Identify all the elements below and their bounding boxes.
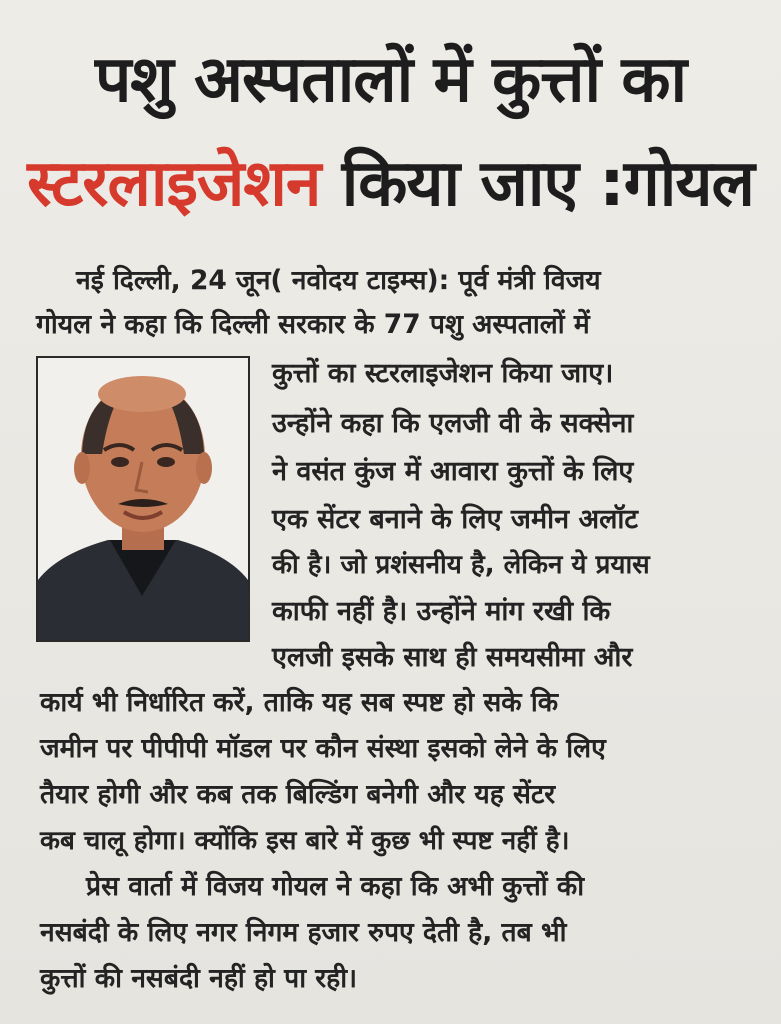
article-line: ने वसंत कुंज में आवारा कुत्तों के लिए xyxy=(272,456,634,487)
headline-line-1: पशु अस्पतालों में कुत्तों का xyxy=(94,43,687,117)
article-line: कुत्तों का स्टरलाइजेशन किया जाए। xyxy=(272,358,614,389)
article-line: की है। जो प्रशंसनीय है, लेकिन ये प्रयास xyxy=(272,550,650,580)
article-line: काफी नहीं है। उन्होंने मांग रखी कि xyxy=(272,596,611,627)
headline-highlight: स्टरलाइजेशन xyxy=(27,147,321,221)
article-line: कब चालू होगा। क्योंकि इस बारे में कुछ भी स्पष्ट नहीं है। xyxy=(40,826,570,856)
article-line: एक सेंटर बनाने के लिए जमीन अलॉट xyxy=(272,504,639,535)
article-line: जमीन पर पीपीपी मॉडल पर कौन संस्था इसको लेने के लिए xyxy=(40,733,606,764)
article-line: तैयार होगी और कब तक बिल्डिंग बनेगी और यह सेंटर xyxy=(40,779,556,810)
article-line: नसबंदी के लिए नगर निगम हजार रुपए देती है, तब भी xyxy=(40,917,567,948)
article-line: प्रेस वार्ता में विजय गोयल ने कहा कि अभी कुत्तों की xyxy=(86,871,585,902)
article-line: उन्होंने कहा कि एलजी वी के सक्सेना xyxy=(272,408,634,439)
article-line: गोयल ने कहा कि दिल्ली सरकार के 77 पशु अस्पतालों में xyxy=(36,309,590,340)
article-line: नई दिल्ली, 24 जून( नवोदय टाइम्स): पूर्व मंत्री विजय xyxy=(76,265,601,296)
headline-line-2 xyxy=(20,147,761,221)
article-line: कार्य भी निर्धारित करें, ताकि यह सब स्पष्ट हो सके कि xyxy=(40,687,559,718)
portrait-illustration xyxy=(38,358,248,640)
portrait-photo xyxy=(36,356,250,642)
article-line: कुत्तों की नसबंदी नहीं हो पा रही। xyxy=(40,963,358,994)
article-line: एलजी इसके साथ ही समयसीमा और xyxy=(272,642,633,673)
headline-line-2-rest: किया जाए :गोयल xyxy=(320,147,754,221)
